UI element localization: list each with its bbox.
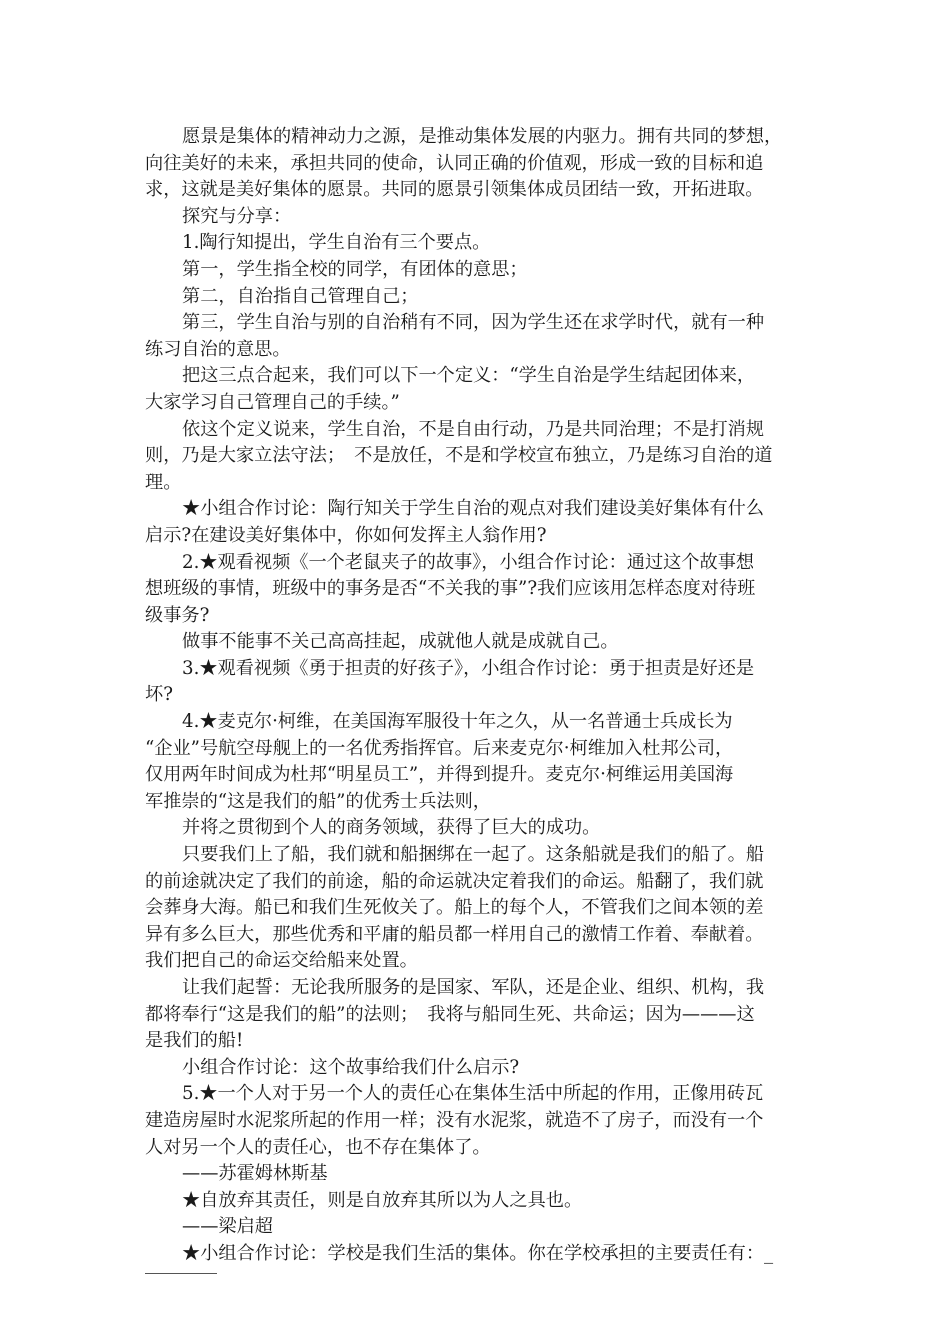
text-line: 小组合作讨论：这个故事给我们什么启示? [182, 1056, 520, 1078]
text-line: 愿景是集体的精神动力之源，是推动集体发展的内驱力。拥有共同的梦想， [182, 126, 783, 147]
text-line: 求，这就是美好集体的愿景。共同的愿景引领集体成员团结一致，开拓进取。 [145, 179, 764, 201]
text-line: 是我们的船! [145, 1030, 244, 1052]
text-line: 探究与分享： [182, 205, 292, 227]
text-line: 军推崇的“这是我们的船”的优秀士兵法则， [145, 790, 491, 812]
text-line: 依这个定义说来，学生自治，不是自由行动，乃是共同治理；不是打消规 [182, 418, 765, 440]
text-line: 建造房屋时水泥浆所起的作用一样；没有水泥浆，就造不了房子，而没有一个 [145, 1109, 764, 1131]
text-line: 则，乃是大家立法守法； 不是放任，不是和学校宣布独立，乃是练习自治的道 [145, 445, 773, 467]
text-line: 理。 [145, 471, 182, 493]
text-line: 练习自治的意思。 [145, 338, 291, 360]
text-line: 的前途就决定了我们的前途，船的命运就决定着我们的命运。船翻了，我们就 [145, 870, 764, 892]
text-line: 启示?在建设美好集体中，你如何发挥主人翁作用? [145, 524, 547, 546]
text-line: ★自放弃其责任，则是自放弃其所以为人之具也。 [182, 1189, 583, 1211]
text-line: “企业”号航空母舰上的一名优秀指挥官。后来麦克尔·柯维加入杜邦公司， [145, 737, 734, 759]
text-line: 第一，学生指全校的同学，有团体的意思； [182, 258, 528, 280]
text-line: 并将之贯彻到个人的商务领域，获得了巨大的成功。 [182, 817, 601, 839]
text-line: 让我们起誓：无论我所服务的是国家、军队，还是企业、组织、机构，我 [182, 977, 765, 998]
text-line: ——苏霍姆林斯基 [182, 1163, 328, 1185]
text-line: 都将奉行“这是我们的船”的法则； 我将与船同生死、共命运；因为———这 [145, 1003, 755, 1025]
text-line: 1.陶行知提出，学生自治有三个要点。 [182, 232, 491, 254]
text-line: 向往美好的未来，承担共同的使命，认同正确的价值观，形成一致的目标和追 [145, 152, 764, 174]
text-line: 把这三点合起来，我们可以下一个定义：“学生自治是学生结起团体来， [182, 365, 756, 387]
text-line: ★小组合作讨论：陶行知关于学生自治的观点对我们建设美好集体有什么 [182, 498, 765, 520]
text-line: 2.★观看视频《一个老鼠夹子的故事》，小组合作讨论：通过这个故事想 [182, 551, 755, 573]
text-line: 大家学习自己管理自己的手续。” [145, 391, 400, 413]
text-line: 异有多么巨大，那些优秀和平庸的船员都一样用自己的激情工作着、奉献着。 [145, 923, 764, 945]
text-line: 仅用两年时间成为杜邦“明星员工”，并得到提升。麦克尔·柯维运用美国海 [145, 764, 734, 786]
text-line: 5.★一个人对于另一个人的责任心在集体生活中所起的作用，正像用砖瓦 [182, 1083, 764, 1105]
text-line: 会葬身大海。船已和我们生死攸关了。船上的每个人，不管我们之间本领的差 [145, 897, 764, 919]
text-line: 只要我们上了船，我们就和船捆绑在一起了。这条船就是我们的船了。船 [182, 844, 765, 866]
text-line: ——梁启超 [182, 1216, 273, 1238]
text-line: 3.★观看视频《勇于担责的好孩子》，小组合作讨论：勇于担责是好还是 [182, 657, 755, 679]
answer-blank [145, 1272, 217, 1274]
text-line: 坏? [145, 684, 173, 706]
text-line: 想班级的事情，班级中的事务是否“不关我的事”?我们应该用怎样态度对待班 [145, 578, 756, 600]
text-line: 级事务? [145, 604, 210, 626]
text-line: 做事不能事不关己高高挂起，成就他人就是成就自己。 [182, 631, 619, 653]
text-line: 我们把自己的命运交给船来处置。 [145, 950, 418, 972]
text-line: 人对另一个人的责任心，也不存在集体了。 [145, 1136, 491, 1158]
text-line: 第二，自治指自己管理自己； [182, 285, 419, 307]
document-body [145, 124, 810, 1274]
text-line: 第三，学生自治与别的自治稍有不同，因为学生还在求学时代，就有一种 [182, 312, 765, 334]
text-line: ★小组合作讨论：学校是我们生活的集体。你在学校承担的主要责任有：_ [182, 1242, 774, 1264]
text-line: 4.★麦克尔·柯维，在美国海军服役十年之久，从一名普通士兵成长为 [182, 711, 733, 733]
